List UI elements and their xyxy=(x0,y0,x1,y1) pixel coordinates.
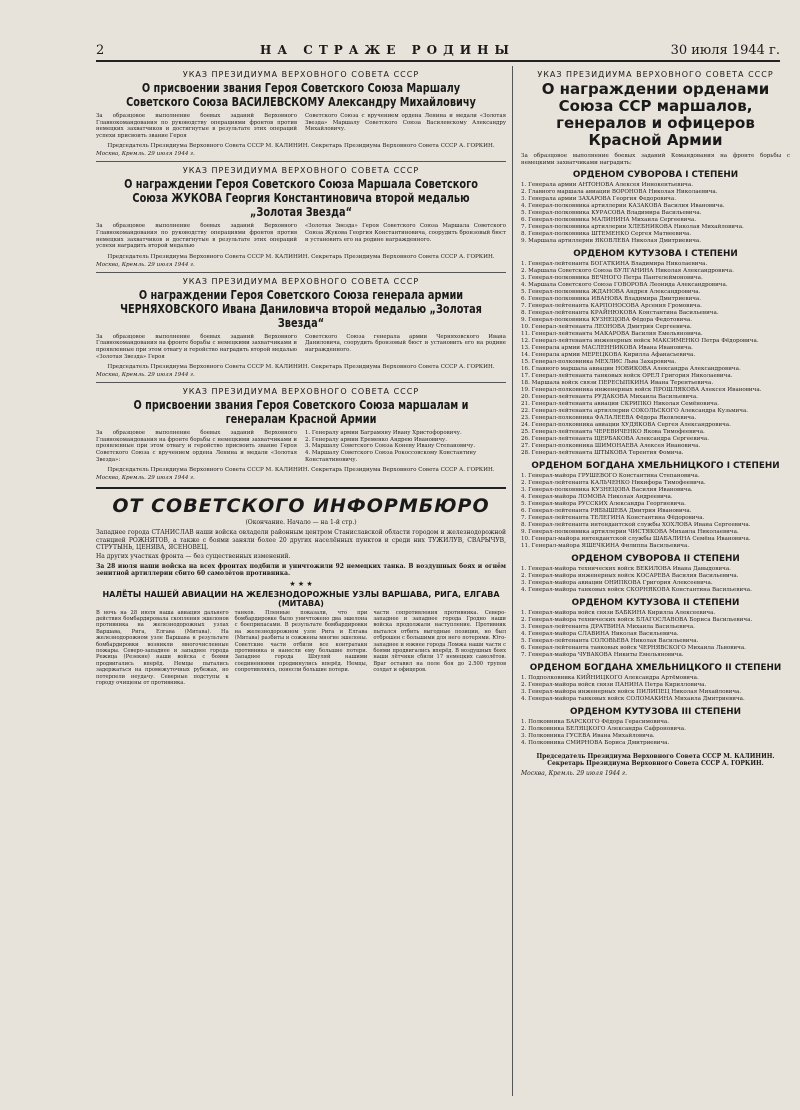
sovinform-section xyxy=(96,487,506,689)
sovinform-subtitle: (Окончание. Начало — на 1-й стр.) xyxy=(245,519,357,527)
order-heading: ОРДЕНОМ КУТУЗОВА I СТЕПЕНИ xyxy=(573,249,738,260)
sovinform-text: части сопротивления противника. Северо-западнее и западнее города Гродно наши войска продолжали наступление. Противник пытался отбить выгодные позиции, но был отброшен с большими для него потерями. Юго-западнее и южнее города Ломжа наши части с боями продвигались вперёд. В воздушных боях наши лётчики сбили 17 немецких самолётов. Враг оставил на поле боя до 2.500 трупов солдат и офицеров. xyxy=(373,609,506,674)
order-heading: ОРДЕНОМ СУВОРОВА II СТЕПЕНИ xyxy=(571,554,740,565)
list-item: 7. Генерал-майора ЧУВАКОВА Никиты Емельяновича. xyxy=(521,652,684,659)
list-item: 26. Генерал-лейтенанта ЩЕРБАКОВА Александра Сергеевича. xyxy=(521,436,710,443)
list-item: 7. Генерал-лейтенанта КАРПОНОСОВА Арсения Громовича. xyxy=(521,303,702,310)
ukaz-place: Москва, Кремль. 29 июля 1944 г. xyxy=(96,372,195,379)
sovinform-text: В ночь на 28 июля наша авиация дальнего действия бомбардировала скопления эшелонов противника на железнодорожных узлах Варшава, Рига, Елгава (Митава). На железнодорожном узле Варшава в результате бомбардировки возникли многочисленные пожары. Северо-западнее и западнее города Режица (Резекне) наши войска с боями продвигались вперёд. Немцы пытались задержаться на промежуточных рубежах, но потерпели неудачу. Северные подступы к городу очищены от противника. xyxy=(96,609,229,686)
awardee-list xyxy=(521,566,790,594)
ukaz-text-right: Советского Союза с вручением ордена Ленина и медали «Золотая Звезда» Маршалу Советского Союза Василевскому Александру Михайловичу. xyxy=(305,113,506,133)
list-item: 4. Маршалу Советского Союза Рокоссовскому Константину Константиновичу. xyxy=(305,449,477,463)
list-item: 14. Генерала армии МЕРЕЦКОВА Кирилла Афанасьевича. xyxy=(521,352,696,359)
orders-list xyxy=(521,170,790,747)
list-item: 16. Главного маршала авиации НОВИКОВА Александра Александровича. xyxy=(521,366,741,373)
list-item: 11. Генерал-лейтенанта МАКАРОВА Василия Емельяновича. xyxy=(521,331,703,338)
order-heading: ОРДЕНОМ СУВОРОВА I СТЕПЕНИ xyxy=(572,170,739,181)
list-item: 4. Генерал-майора ЛОМОВА Николая Андреевича. xyxy=(521,494,673,501)
list-item: 1. Полковника БАРСКОГО Фёдора Герасимовича. xyxy=(521,719,670,726)
list-item: 1. Генерал-майора технических войск ВЕКИЛОВА Ивана Давыдовича. xyxy=(521,566,731,573)
ukaz-heading: УКАЗ ПРЕЗИДИУМА ВЕРХОВНОГО СОВЕТА СССР xyxy=(182,387,420,397)
list-item: 6. Генерал-лейтенанта танковых войск ЧЕРНЯВСКОГО Михаила Львовича. xyxy=(521,645,746,652)
list-item: 13. Генерала армии МАСЛЕННИКОВА Ивана Ивановича. xyxy=(521,345,693,352)
issue-date: 30 июля 1944 г. xyxy=(670,42,780,58)
sovinform-text: танков. Пленные показали, что при бомбардировке было уничтожено два эшелона с боеприпасами. В результате бомбардировки на железнодорожном узле Рига и Елгава (Митава) разбиты и сожжены многие эшелоны. Советские части отбили все контратаки противника и нанесли ему большие потери. Западнее города Шяуляй нашими соединениями продвинулись вперёд. Немцы, сопротивляясь, понесли большие потери. xyxy=(234,609,368,674)
list-item: 4. Генерал-майора танковых войск СОЛОМАКИНА Михаила Дмитриевича. xyxy=(521,696,745,703)
ukaz-signature: Председатель Президиума Верховного Совета СССР М. КАЛИНИН. Секретарь Президиума Верховного Совета СССР А. ГОРКИН. xyxy=(107,143,495,150)
list-item: 11. Генерал-майора ЯШЕЧКИНА Филиппа Васильевича. xyxy=(521,543,690,550)
list-item: 7. Генерал-полковника артиллерии ХЛЕБНИКОВА Николая Михайловича. xyxy=(521,224,744,231)
ukaz-vasilevsky xyxy=(96,70,506,157)
list-item: 5. Генерал-майора РУССКИХ Александра Георгиевича. xyxy=(521,501,686,508)
ukaz-text-left: За образцовое выполнение боевых заданий Верховного Главнокомандования по руководству операциями фронтов против немецких захватчиков и достигнутые в результате этих операций успехи присвоить звание Героя xyxy=(96,113,297,139)
list-item: 25. Генерал-лейтенанта ЧЕРЕВИЧЕНКО Якова Тимофеевича. xyxy=(521,429,705,436)
list-item: 5. Генерал-полковника КУРАСОВА Владимира Васильевича. xyxy=(521,210,702,217)
sovinform-columns xyxy=(96,610,506,690)
ukaz-place: Москва, Кремль. 29 июля 1944 г. xyxy=(96,475,195,482)
ukaz-chernyakhovsky xyxy=(96,277,506,378)
list-item: 2. Генерал-майора технических войск БЛАГОСЛАВОВА Бориса Васильевича. xyxy=(521,617,753,624)
order-heading: ОРДЕНОМ КУТУЗОВА II СТЕПЕНИ xyxy=(571,598,740,609)
list-item: 24. Генерал-полковника авиации ХУДЯКОВА Сергея Александровича. xyxy=(521,422,731,429)
ukaz-heading: УКАЗ ПРЕЗИДИУМА ВЕРХОВНОГО СОВЕТА СССР xyxy=(537,70,774,79)
list-item: 2. Главного маршала авиации ВОРОНОВА Николая Николаевича. xyxy=(521,189,718,196)
newspaper-title: НА СТРАЖЕ РОДИНЫ xyxy=(259,43,515,57)
left-column xyxy=(96,66,506,1096)
order-heading: ОРДЕНОМ БОГДАНА ХМЕЛЬНИЦКОГО I СТЕПЕНИ xyxy=(531,461,780,472)
list-item: 1. Генерал-лейтенанта БОГАТКИНА Владимира Николаевича. xyxy=(521,261,708,268)
raid-headline: НАЛЁТЫ НАШЕЙ АВИАЦИИ НА ЖЕЛЕЗНОДОРОЖНЫЕ УЗЛЫ ВАРШАВА, РИГА, ЕЛГАВА (МИТАВА) xyxy=(102,589,500,608)
list-item: 23. Генерал-полковника ФАЛАЛЕЕВА Фёдора Яковлевича. xyxy=(521,415,697,422)
order-heading: ОРДЕНОМ КУТУЗОВА III СТЕПЕНИ xyxy=(570,707,741,718)
right-column xyxy=(512,66,790,1096)
ukaz-text-left: За образцовое выполнение боевых заданий Верховного Главнокомандования на фронте борьбы с немецкими захватчиками и проявленные при этом отвагу и геройство наградить второй медалью «Золотая Звезда» Героя xyxy=(96,333,297,360)
list-item: 15. Генерал-полковника МЕХЛИС Льва Захаровича. xyxy=(521,359,677,366)
ukaz-title: О награждении Героя Советского Союза Маршала Советского Союза ЖУКОВА Георгия Константиновича второй медалью „Золотая Звезда“ xyxy=(124,176,478,220)
list-item: 3. Генерал-майора авиации ОНИПКОВА Григория Алексеевича. xyxy=(521,580,713,587)
ukaz-heading: УКАЗ ПРЕЗИДИУМА ВЕРХОВНОГО СОВЕТА СССР xyxy=(182,166,420,176)
awardee-list xyxy=(521,719,790,747)
sovinform-lead: На других участках фронта — без существенных изменений. xyxy=(96,553,291,561)
list-item: 19. Генерал-полковника инженерных войск ПРОШЛЯКОВА Алексея Ивановича. xyxy=(521,387,762,394)
list-item: 6. Генерал-полковника ИВАНОВА Владимира Дмитриевича. xyxy=(521,296,702,303)
list-item: 6. Генерал-полковника МАЛИНИНА Михаила Сергеевича. xyxy=(521,217,697,224)
sovinform-title: ОТ СОВЕТСКОГО ИНФОРМБЮРО xyxy=(96,487,506,517)
list-item: 8. Генерал-лейтенанта КРАЙНЮКОВА Константина Васильевича. xyxy=(521,310,719,317)
list-item: 7. Генерал-лейтенанта ТЕЛЕГИНА Константина Фёдоровича. xyxy=(521,515,705,522)
sovinform-lead: За 28 июля наши войска на всех фронтах подбили и уничтожили 92 немецких танка. В воздушных боях и огнём зенитной артиллерии сбито 60 самолётов противника. xyxy=(96,562,506,578)
list-item: 2. Генералу армии Еременко Андрею Ивановичу. xyxy=(305,436,447,443)
awardee-list xyxy=(521,610,790,659)
list-item: 18. Маршала войск связи ПЕРЕСЫПКИНА Ивана Терентьевича. xyxy=(521,380,714,387)
ukaz-text-left: За образцовое выполнение боевых заданий Верховного Главнокомандования по руководству операциями фронтов против немецких захватчиков и достигнутые в результате этих операций успехи наградить второй медалью xyxy=(96,223,297,250)
list-item: 6. Генерал-лейтенанта РЯБЫШЕВА Дмитрия Ивановича. xyxy=(521,508,692,515)
list-item: 1. Генерала армии АНТОНОВА Алексея Иннокентьевича. xyxy=(521,182,693,189)
list-item: 3. Генерала армии ЗАХАРОВА Георгия Федоровича. xyxy=(521,196,676,203)
awardee-list xyxy=(521,473,790,550)
list-item: 2. Генерал-майора инженерных войск КОСАРЕВА Василия Васильевича. xyxy=(521,573,739,580)
list-item: 5. Генерал-лейтенанта СОЛОВЬЕВА Николая Васильевича. xyxy=(521,638,699,645)
list-item: 3. Генерал-полковника КУЗНЕЦОВА Василия Ивановича. xyxy=(521,487,693,494)
list-item: 8. Генерал-полковника ШТЕМЕНКО Сергея Матвеевича. xyxy=(521,231,692,238)
list-item: 20. Генерал-лейтенанта РУДАКОВА Михаила Васильевича. xyxy=(521,394,698,401)
list-item: 10. Генерал-майора интендантской службы ШАБАЛИНА Семёна Ивановича. xyxy=(521,536,751,543)
list-item: 3. Маршалу Советского Союза Коневу Ивану Степановичу. xyxy=(305,443,476,450)
page-header xyxy=(96,42,780,62)
list-item: 4. Полковника СМИРНОВА Бориса Дмитриевича. xyxy=(521,740,670,747)
list-item: 3. Генерал-лейтенанта ДРАТВИНА Михаила Васильевича. xyxy=(521,624,695,631)
ukaz-title: О присвоении звания Героя Советского Союза Маршалу Советского Союза ВАСИЛЕВСКОМУ Александру Михайловичу xyxy=(126,80,476,109)
list-item: 1. Генерал-майора войск связи БАБКИНА Кирилла Алексеевича. xyxy=(521,610,716,617)
list-item: 3. Полковника ГУСЕВА Ивана Михайловича. xyxy=(521,733,655,740)
list-item: 4. Генерал-майора СЛАВИНА Николая Васильевича. xyxy=(521,631,679,638)
ukaz-place: Москва, Кремль. 29 июля 1944 г. xyxy=(96,261,195,268)
list-item: 9. Генерал-полковника артиллерии ЧИСТЯКОВА Михаила Николаевича. xyxy=(521,529,739,536)
sovinform-lead: Западнее города СТАНИСЛАВ наши войска овладели районным центром Станиславской области городом и железнодорожной станцией РОЖНЯТОВ, а также с боями заняли более 20 других населённых пунктов и среди них ТУЖИЛУВ, СВАРЫЧУВ, СТРУТЫНЬ, ЦЕНЯВА, ЯСЕНОВЕЦ. xyxy=(96,529,506,551)
list-item: 2. Маршала Советского Союза БУЛГАНИНА Николая Александровича. xyxy=(521,268,734,275)
ukaz-text-right: «Золотая Звезда» Героя Советского Союза Маршала Советского Союза Жукова Георгия Константиновича, соорудить бронзовый бюст и установить его на родине награжденного. xyxy=(305,223,506,243)
ukaz-heading: УКАЗ ПРЕЗИДИУМА ВЕРХОВНОГО СОВЕТА СССР xyxy=(182,70,420,79)
list-item: 4. Маршала Советского Союза ГОВОРОВА Леонида Александровича. xyxy=(521,282,728,289)
list-item: 9. Маршала артиллерии ЯКОВЛЕВА Николая Дмитриевича. xyxy=(521,238,702,245)
list-item: 1. Генерал-майора ГРУШЕВОГО Константина Степановича. xyxy=(521,473,700,480)
ukaz-signature: Председатель Президиума Верховного Совета СССР М. КАЛИНИН. Секретарь Президиума Верховного Совета СССР А. ГОРКИН. xyxy=(536,753,775,768)
ukaz-zhukov xyxy=(96,166,506,267)
ukaz-signature: Председатель Президиума Верховного Совета СССР М. КАЛИНИН. Секретарь Президиума Верховного Совета СССР А. ГОРКИН. xyxy=(107,364,495,371)
list-item: 28. Генерал-лейтенанта ШТЫКОВА Терентия Фомича. xyxy=(521,450,684,457)
ukaz-title: О присвоении звания Героя Советского Союза маршалам и генералам Красной Армии xyxy=(133,397,469,427)
ukaz-text-left: За образцовое выполнение боевых заданий Верховного Главнокомандования на фронте борьбы с немецкими захватчиками и проявленные при этом отвагу и геройство присвоить звание Героя Советского Союза с вручением ордена Ленина и медали «Золотая Звезда»: xyxy=(96,430,297,463)
awardee-list xyxy=(521,182,790,245)
list-item: 9. Генерал-полковника КУЗНЕЦОВА Фёдора Федотовича. xyxy=(521,317,693,324)
ukaz-intro: За образцовое выполнение боевых заданий Командования на фронте борьбы с немецкими захватчиками наградить: xyxy=(521,153,790,166)
separator-stars-icon: ★ ★ ★ xyxy=(289,579,313,588)
list-item: 12. Генерал-лейтенанта инженерных войск МАКСИМЕНКО Петра Фёдоровича. xyxy=(521,338,759,345)
ukaz-title: О награждении орденами Союза ССР маршалов, генералов и офицеров Красной Армии xyxy=(541,80,770,149)
list-item: 4. Генерал-майора танковых войск СКОРНЯКОВА Константина Васильевича. xyxy=(521,587,752,594)
ukaz-title: О награждении Героя Советского Союза генерала армии ЧЕРНЯХОВСКОГО Ивана Даниловича второй медалью „Золотая Звезда“ xyxy=(120,286,482,330)
list-item: 22. Генерал-лейтенанта артиллерии СОКОЛЬСКОГО Александра Кузьмича. xyxy=(521,408,749,415)
ukaz-signature: Председатель Президиума Верховного Совета СССР М. КАЛИНИН. Секретарь Президиума Верховного Совета СССР А. ГОРКИН. xyxy=(107,467,495,474)
list-item: 8. Генерал-лейтенанта интендантской службы ХОХЛОВА Ивана Сергеевича. xyxy=(521,522,751,529)
list-item: 3. Генерал-майора инженерных войск ПИЛИПЕЦ Николая Михайловича. xyxy=(521,689,742,696)
list-item: 5. Генерал-полковника ЖДАНОВА Андрея Александровича. xyxy=(521,289,701,296)
hero-list xyxy=(305,430,506,463)
ukaz-place: Москва, Кремль. 29 июля 1944 г. xyxy=(521,770,627,778)
list-item: 1. Генералу армии Баграмяну Ивану Христофоровичу. xyxy=(305,430,462,437)
list-item: 2. Генерал-лейтенанта КАЛЬЧЕНКО Никифора Тимофеевича. xyxy=(521,480,706,487)
ukaz-marshals-generals xyxy=(96,387,506,481)
list-item: 2. Полковника БЕЛЯЦКОГО Александра Сафроновича. xyxy=(521,726,686,733)
list-item: 27. Генерал-полковника ШИМОНАЕВА Алексея Ивановича. xyxy=(521,443,701,450)
awardee-list xyxy=(521,261,790,457)
ukaz-text-right: Советского Союза генерала армии Черняховского Ивана Даниловича, соорудить бронзовый бюст и установить его на родине награжденного. xyxy=(305,333,506,353)
list-item: 3. Генерал-полковника ВЕЧНОГО Петра Пантелеймоновича. xyxy=(521,275,703,282)
list-item: 21. Генерал-лейтенанта авиации СКРИПКО Николая Семёновича. xyxy=(521,401,719,408)
order-heading: ОРДЕНОМ БОГДАНА ХМЕЛЬНИЦКОГО II СТЕПЕНИ xyxy=(529,663,782,674)
list-item: 2. Генерал-майора войск связи ПАНИНА Петра Кирилловича. xyxy=(521,682,707,689)
awardee-list xyxy=(521,675,790,703)
list-item: 1. Подполковника КИЙНИЦКОГО Александра Артёмовича. xyxy=(521,675,699,682)
ukaz-place: Москва, Кремль. 29 июля 1944 г. xyxy=(96,151,195,158)
list-item: 4. Генерал-полковника артиллерии КАЗАКОВА Василия Ивановича. xyxy=(521,203,725,210)
list-item: 17. Генерал-лейтенанта танковых войск ОРЕЛ Григория Николаевича. xyxy=(521,373,733,380)
ukaz-heading: УКАЗ ПРЕЗИДИУМА ВЕРХОВНОГО СОВЕТА СССР xyxy=(182,276,420,286)
ukaz-signature: Председатель Президиума Верховного Совета СССР М. КАЛИНИН. Секретарь Президиума Верховного Совета СССР А. ГОРКИН. xyxy=(107,253,495,260)
page-number: 2 xyxy=(96,42,105,58)
list-item: 10. Генерал-лейтенанта ЛЕОНОВА Дмитрия Сергеевича. xyxy=(521,324,692,331)
